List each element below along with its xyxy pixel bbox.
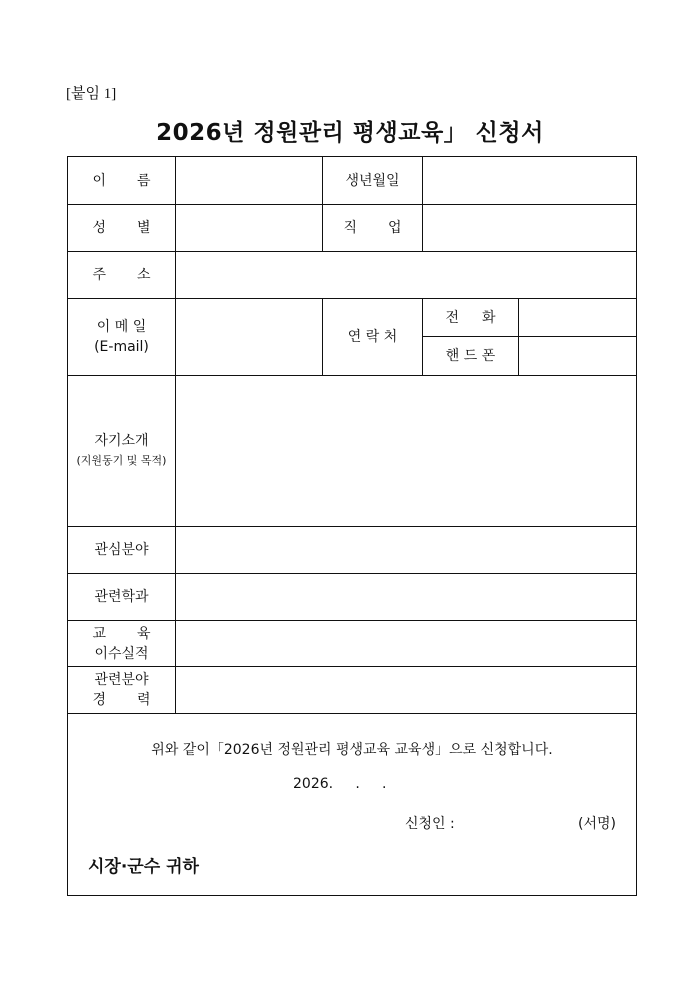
phone-field[interactable]	[519, 299, 636, 336]
name-label-char: 름	[136, 172, 151, 189]
major-label: 관련학과	[94, 589, 149, 605]
education-label-line2: 이수실적	[94, 645, 149, 662]
job-field[interactable]	[423, 205, 636, 251]
application-statement: 위와 같이「2026년 정원관리 평생교육 교육생」으로 신청합니다.	[151, 742, 553, 758]
mobile-label: 핸 드 폰	[445, 348, 496, 364]
email-label-ko: 이 메 일	[96, 319, 147, 335]
application-date: 2026. . .	[293, 776, 387, 792]
education-label	[68, 621, 175, 666]
education-label-char: 교	[92, 625, 107, 642]
name-label-char: 이	[92, 172, 107, 189]
career-field[interactable]	[176, 667, 636, 713]
birthdate-label: 생년월일	[345, 172, 400, 189]
job-label	[323, 205, 422, 251]
email-field[interactable]	[176, 299, 322, 375]
address-label-char: 주	[92, 267, 107, 283]
gender-label-char: 성	[92, 220, 107, 236]
major-field[interactable]	[176, 574, 636, 620]
name-label	[68, 157, 175, 204]
career-label-line1: 관련분야	[94, 672, 149, 688]
row-divider	[67, 713, 637, 714]
birthdate-field[interactable]	[423, 157, 636, 204]
phone-label	[423, 299, 518, 336]
phone-label-char: 전	[445, 309, 460, 326]
career-label-char: 경	[92, 692, 107, 708]
intro-field[interactable]	[176, 376, 636, 526]
education-field[interactable]	[176, 621, 636, 666]
signature-label: (서명)	[578, 816, 616, 832]
intro-label-sub: (지원동기 및 목적)	[76, 454, 167, 467]
email-label-en: (E-mail)	[94, 339, 149, 355]
address-field[interactable]	[176, 252, 636, 298]
intro-label	[68, 376, 175, 526]
career-label	[68, 667, 175, 713]
career-label-char: 력	[136, 692, 151, 708]
gender-label	[68, 205, 175, 251]
attachment-label: [붙임 1]	[66, 86, 117, 102]
intro-label-main: 자기소개	[94, 433, 149, 449]
mobile-field[interactable]	[519, 337, 636, 375]
address-label	[68, 252, 175, 298]
address-label-char: 소	[136, 267, 151, 283]
addressee: 시장·군수 귀하	[88, 857, 199, 877]
page-title: 2026년 정원관리 평생교육」 신청서	[156, 120, 544, 146]
interest-field[interactable]	[176, 527, 636, 573]
education-label-char: 육	[136, 625, 151, 642]
applicant-label: 신청인 :	[405, 816, 455, 832]
email-label	[68, 299, 175, 375]
phone-label-char: 화	[481, 309, 496, 326]
gender-field[interactable]	[176, 205, 322, 251]
name-field[interactable]	[176, 157, 322, 204]
interest-label: 관심분야	[94, 542, 149, 558]
job-label-char: 업	[387, 220, 402, 236]
job-label-char: 직	[343, 220, 358, 236]
gender-label-char: 별	[136, 220, 151, 236]
contact-label: 연 락 처	[347, 329, 398, 345]
